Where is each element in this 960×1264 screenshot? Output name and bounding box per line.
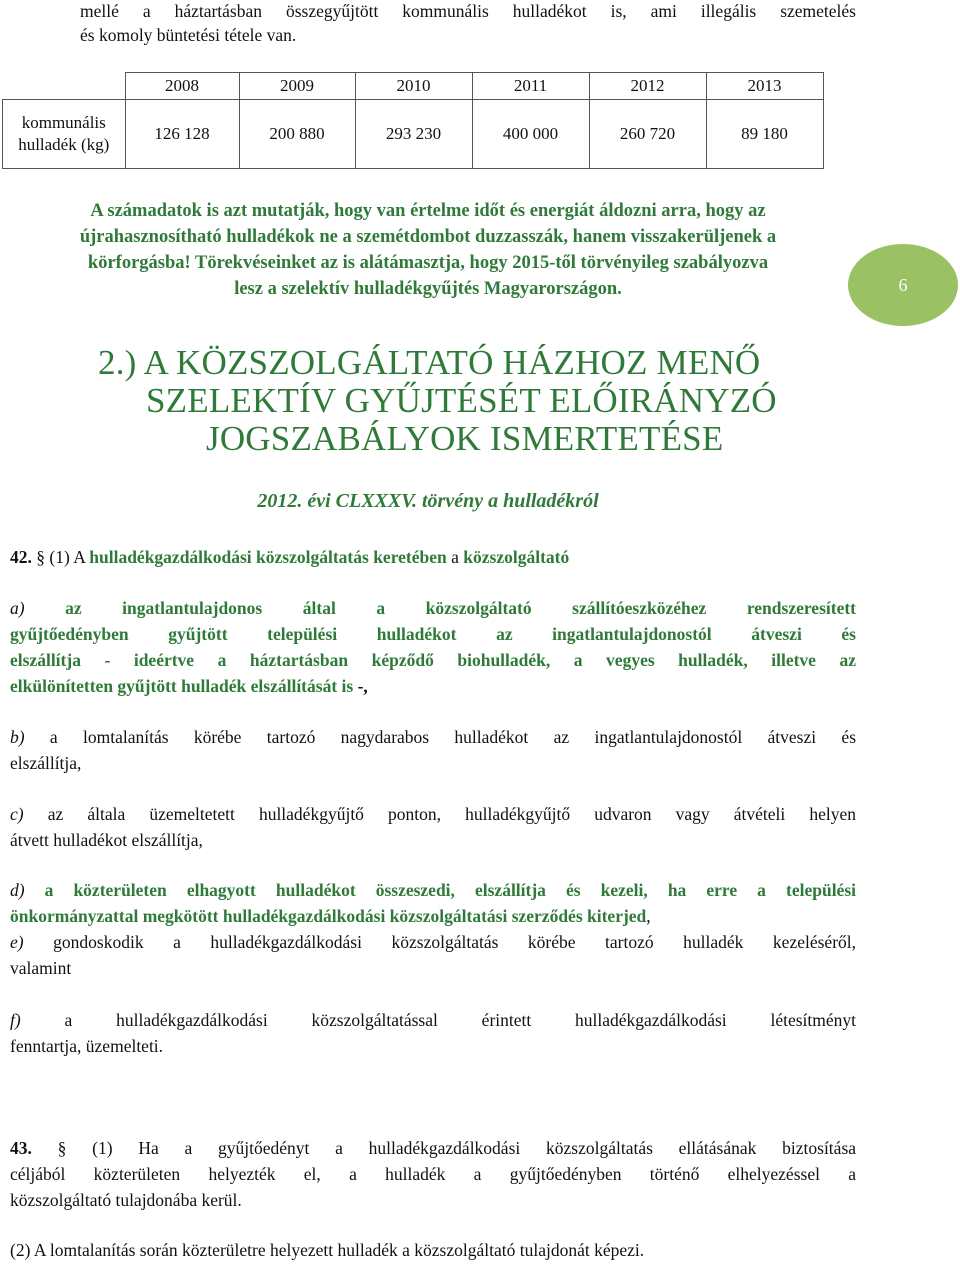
paragraph-43-line: céljából közterületen helyezték el, a hulladék a gyűjtőedényben történő elhelyezéssel a [10,1164,856,1184]
intro-line-2: és komoly büntetési tétele van. [80,25,297,45]
item-letter: e) [10,932,24,952]
item-text: az ingatlantulajdonos által a közszolgáltató szállítóeszközéhez rendszeresített [65,598,856,618]
heading-line: JOGSZABÁLYOK ISMERTETÉSE [206,419,724,458]
item-text: gondoskodik a hulladékgazdálkodási közszolgáltatás körébe tartozó hulladék kezeléséről, [53,932,857,952]
item-letter: f) [10,1010,21,1030]
summary-line: lesz a szelektív hulladékgyűjtés Magyarországon. [234,279,622,299]
table-header-row [3,73,824,100]
item-letter: a) [10,598,25,618]
item-f-line: fenntartja, üzemelteti. [10,1036,164,1056]
year-cell: 2010 [355,73,472,100]
value-cell: 89 180 [706,100,823,169]
waste-table [2,72,824,169]
item-text: a lomtalanítás körébe tartozó nagydarabos hulladékot az ingatlantulajdonostól átveszi és [49,727,857,747]
value-cell: 126 128 [125,100,239,169]
section-heading [98,343,820,458]
item-text: önkormányzattal megkötött hulladékgazdálkodási közszolgáltatási szerződés kiterjed [10,906,647,926]
item-c-line [10,801,856,827]
year-cell: 2013 [706,73,823,100]
item-a-line [10,673,368,699]
paragraph-43-line: közszolgáltató tulajdonába kerül. [10,1190,242,1210]
item-e-line: valamint [10,958,72,978]
value-cell: 200 880 [239,100,355,169]
item-c-line: átvett hulladékot elszállítja, [10,830,203,850]
item-a-line: elszállítja - ideértve a háztartásban képződő biohulladék, a vegyes hulladék, illetve az [10,650,856,670]
page-number: 6 [898,274,908,295]
item-text: a közterületen elhagyott hulladékot összeszedi, elszállítja és kezeli, ha erre a települési [44,880,856,900]
highlight-text: hulladékgazdálkodási közszolgáltatás keretében [89,547,447,567]
year-cell: 2009 [239,73,355,100]
item-letter: c) [10,804,24,824]
item-b-line [10,724,856,750]
summary-line: újrahasznosítható hulladékok ne a szemétdombot duzzasszák, hanem visszakerüljenek a [79,227,777,247]
summary-paragraph [10,198,846,302]
value-cell: 293 230 [355,100,472,169]
highlight-text: közszolgáltató [463,547,570,567]
page-number-badge [848,244,958,326]
paragraph-43-line [10,1135,856,1161]
item-text: elkülönítetten gyűjtött hulladék elszállítását is [10,676,354,696]
paragraph-text: a [451,547,459,567]
item-a-line [10,595,856,621]
section-number: 43. [10,1138,32,1158]
intro-line-1: mellé a háztartásban összegyűjtött kommunális hulladékot is, ami illegális szemetelés [80,1,856,21]
table-row [3,100,824,169]
item-text: az általa üzemeltetett hulladékgyűjtő ponton, hulladékgyűjtő udvaron vagy átvételi helyen [47,804,856,824]
value-cell: 400 000 [472,100,589,169]
row-label: kommunális hulladék (kg) [3,100,126,169]
paragraph-text: (1) A [49,547,85,567]
section-number: 42. [10,547,32,567]
year-cell: 2008 [125,73,239,100]
item-e-line [10,929,856,955]
section-sign: § [57,1138,67,1158]
item-a-line: gyűjtőedényben gyűjtött települési hulladékot az ingatlantulajdonostól átveszi és [10,624,856,644]
law-title: 2012. évi CLXXXV. törvény a hulladékról [257,490,599,512]
paragraph-text: (1) Ha a gyűjtőedényt a hulladékgazdálkodási közszolgáltatás ellátásának biztosítása [92,1138,857,1158]
item-letter: d) [10,880,25,900]
item-b-line: elszállítja, [10,753,82,773]
year-cell: 2011 [472,73,589,100]
item-text: a hulladékgazdálkodási közszolgáltatással érintett hulladékgazdálkodási létesítményt [64,1010,856,1030]
section-sign: § [36,547,45,567]
summary-line: A számadatok is azt mutatják, hogy van értelme időt és energiát áldozni arra, hogy az [90,201,766,221]
summary-line: körforgásba! Törekvéseinket az is alátámasztja, hogy 2015-től törvényileg szabályozva [87,253,769,273]
item-f-line [10,1007,856,1033]
item-text: , [646,906,651,926]
value-cell: 260 720 [589,100,706,169]
item-letter: b) [10,727,25,747]
paragraph-42 [10,544,569,570]
year-cell: 2012 [589,73,706,100]
heading-line: 2.) A KÖZSZOLGÁLTATÓ HÁZHOZ MENŐ [98,343,761,382]
item-text: -, [357,676,368,696]
item-d-line [10,877,856,903]
heading-line: SZELEKTÍV GYŰJTÉSÉT ELŐIRÁNYZÓ [146,381,777,420]
item-d-line [10,903,651,929]
paragraph-43-2: (2) A lomtalanítás során közterületre helyezett hulladék a közszolgáltató tulajdonát képezi. [10,1240,645,1260]
